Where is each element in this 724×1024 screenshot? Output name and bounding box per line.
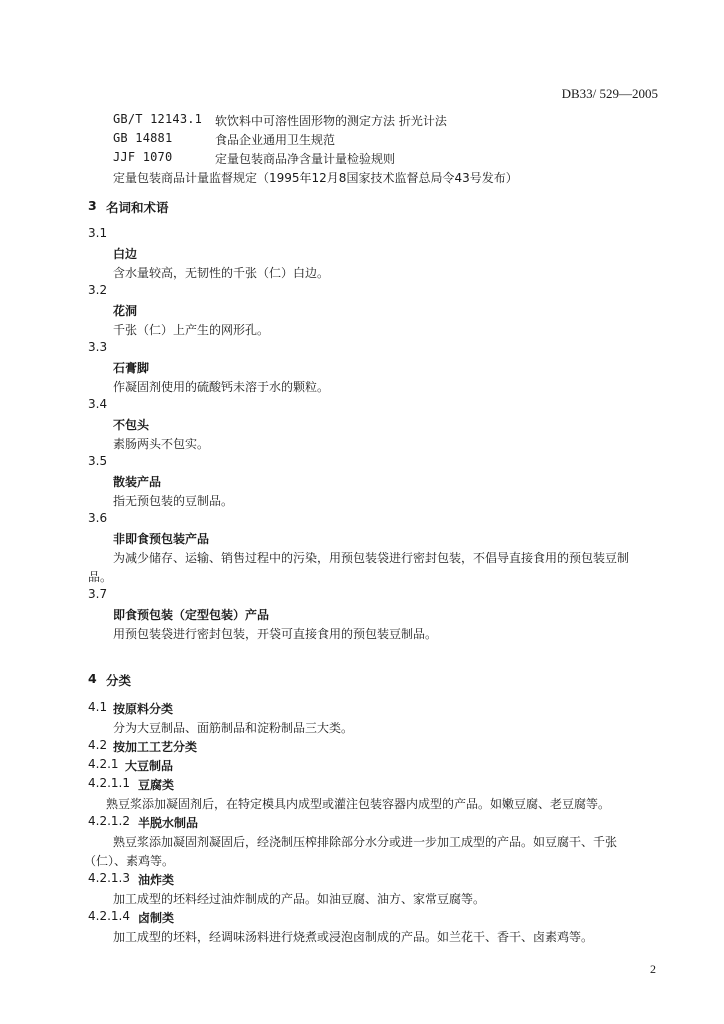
clause-title: 豆腐类 (138, 778, 175, 792)
page-number: 2 (650, 962, 656, 976)
term-number: 3.5 (88, 454, 108, 468)
document-code: DB33/ 529—2005 (561, 86, 658, 101)
reference-code: GB 14881 (113, 131, 173, 145)
reference-note: 定量包装商品计量监督规定（1995年12月8国家技术监督总局令43号发布） (113, 171, 518, 185)
term-definition: 千张（仁）上产生的网形孔。 (113, 323, 270, 337)
clause-title: 按加工工艺分类 (113, 740, 198, 754)
term-name: 即食预包装（定型包装）产品 (113, 608, 270, 622)
clause-number: 4.1 (88, 700, 108, 714)
clause-title: 大豆制品 (125, 759, 174, 773)
term-definition: 为减少储存、运输、销售过程中的污染，用预包装袋进行密封包装，不倡导直接食用的预包装豆制 (113, 551, 630, 565)
reference-title: 定量包装商品净含量计量检验规则 (215, 152, 396, 166)
term-name: 石膏脚 (113, 361, 150, 375)
term-definition: 用预包装袋进行密封包装，开袋可直接食用的预包装豆制品。 (113, 627, 438, 641)
clause-number: 4.2.1.4 (88, 909, 130, 923)
section-heading: 分类 (106, 673, 132, 688)
term-number: 3.3 (88, 340, 108, 354)
section-number: 4 (88, 671, 97, 686)
term-name: 散装产品 (113, 475, 162, 489)
reference-code: JJF 1070 (113, 150, 173, 164)
term-name: 非即食预包装产品 (113, 532, 210, 546)
term-number: 3.1 (88, 226, 108, 240)
clause-number: 4.2.1.3 (88, 871, 130, 885)
clause-number: 4.2.1.2 (88, 814, 130, 828)
term-number: 3.7 (88, 587, 108, 601)
clause-text-continued: （仁）、素鸡等。 (84, 854, 175, 868)
term-number: 3.6 (88, 511, 108, 525)
clause-text: 熟豆浆添加凝固剂后，在特定模具内成型或灌注包装容器内成型的产品。如嫩豆腐、老豆腐等。 (106, 797, 611, 811)
term-name: 不包头 (113, 418, 150, 432)
clause-number: 4.2 (88, 738, 108, 752)
clause-title: 半脱水制品 (138, 816, 199, 830)
term-definition: 含水量较高，无韧性的千张（仁）白边。 (113, 266, 330, 280)
clause-text: 加工成型的坯料，经调味汤料进行烧煮或浸泡卤制成的产品。如兰花干、香干、卤素鸡等。 (113, 930, 594, 944)
clause-title: 卤制类 (138, 911, 175, 925)
term-definition: 指无预包装的豆制品。 (113, 494, 234, 508)
clause-text: 熟豆浆添加凝固剂凝固后，经浇制压榨排除部分水分或进一步加工成型的产品。如豆腐干、千张 (113, 835, 618, 849)
clause-text: 分为大豆制品、面筋制品和淀粉制品三大类。 (113, 721, 354, 735)
term-name: 花洞 (113, 304, 138, 318)
clause-title: 按原料分类 (113, 702, 174, 716)
section-number: 3 (88, 198, 97, 213)
reference-code: GB/T 12143.1 (113, 112, 203, 126)
term-definition: 作凝固剂使用的硫酸钙未溶于水的颗粒。 (113, 380, 330, 394)
clause-number: 4.2.1.1 (88, 776, 130, 790)
clause-number: 4.2.1 (88, 757, 119, 771)
term-name: 白边 (113, 247, 138, 261)
term-number: 3.2 (88, 283, 108, 297)
term-definition: 素肠两头不包实。 (113, 437, 210, 451)
clause-text: 加工成型的坯料经过油炸制成的产品。如油豆腐、油方、家常豆腐等。 (113, 892, 486, 906)
section-heading: 名词和术语 (106, 200, 169, 215)
term-definition-continued: 品。 (88, 570, 113, 584)
term-number: 3.4 (88, 397, 108, 411)
clause-title: 油炸类 (138, 873, 175, 887)
reference-title: 软饮料中可溶性固形物的测定方法 折光计法 (215, 114, 447, 128)
reference-title: 食品企业通用卫生规范 (215, 133, 336, 147)
